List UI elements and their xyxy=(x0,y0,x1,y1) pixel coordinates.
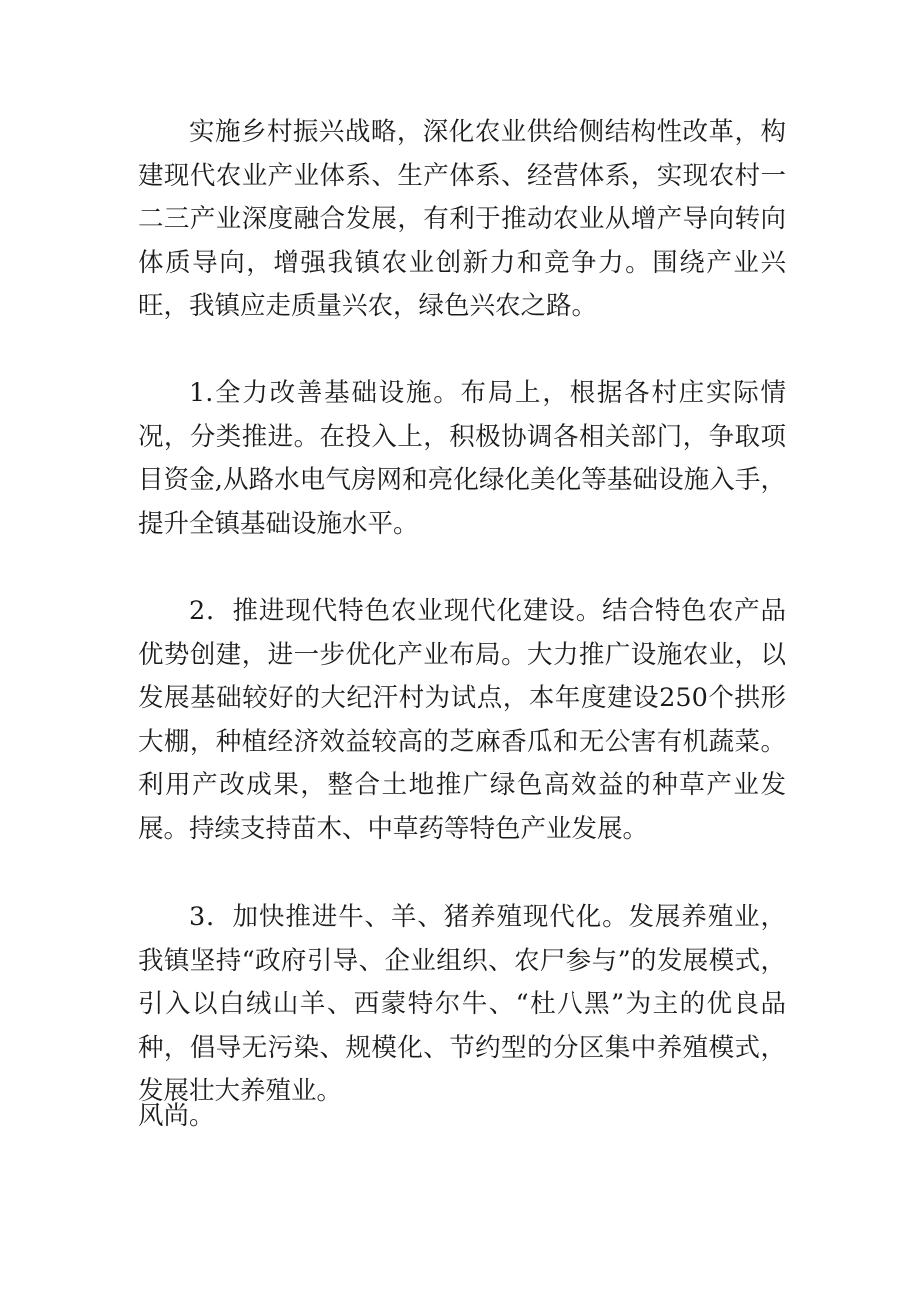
paragraph-fragment: 风尚。 xyxy=(138,1101,215,1131)
paragraph-item-2: 2．推进现代特色农业现代化建设。结合特色农产品优势创建，进一步优化产业布局。大力推广设施农业，以发展基础较好的大纪汗村为试点，本年度建设250个拱形大棚，种植经济效益较高的芝麻香瓜和无公害有机蔬菜。利用产改成果，整合土地推广绿色高效益的种草产业发展。持续支持苗木、中草药等特色产业发展。 xyxy=(138,596,786,844)
paragraph-intro: 实施乡村振兴战略，深化农业供给侧结构性改革，构建现代农业产业体系、生产体系、经营体系，实现农村一二三产业深度融合发展，有利于推动农业从增产导向转向体质导向，增强我镇农业创新力和竞争力。围绕产业兴旺，我镇应走质量兴农，绿色兴农之路。 xyxy=(138,117,786,322)
paragraph-item-3: 3．加快推进牛、羊、猪养殖现代化。发展养殖业，我镇坚持“政府引导、企业组织、农尸参与”的发展模式，引入以白绒山羊、西蒙特尔牛、“杜八黑”为主的优良品种，倡导无污染、规模化、节约型的分区集中养殖模式，发展壮大养殖业。 xyxy=(138,902,786,1107)
paragraph-item-1: 1.全力改善基础设施。布局上，根据各村庄实际情况，分类推进。在投入上，积极协调各相关部门，争取项目资金,从路水电气房网和亮化绿化美化等基础设施入手，提升全镇基础设施水平。 xyxy=(138,378,786,539)
